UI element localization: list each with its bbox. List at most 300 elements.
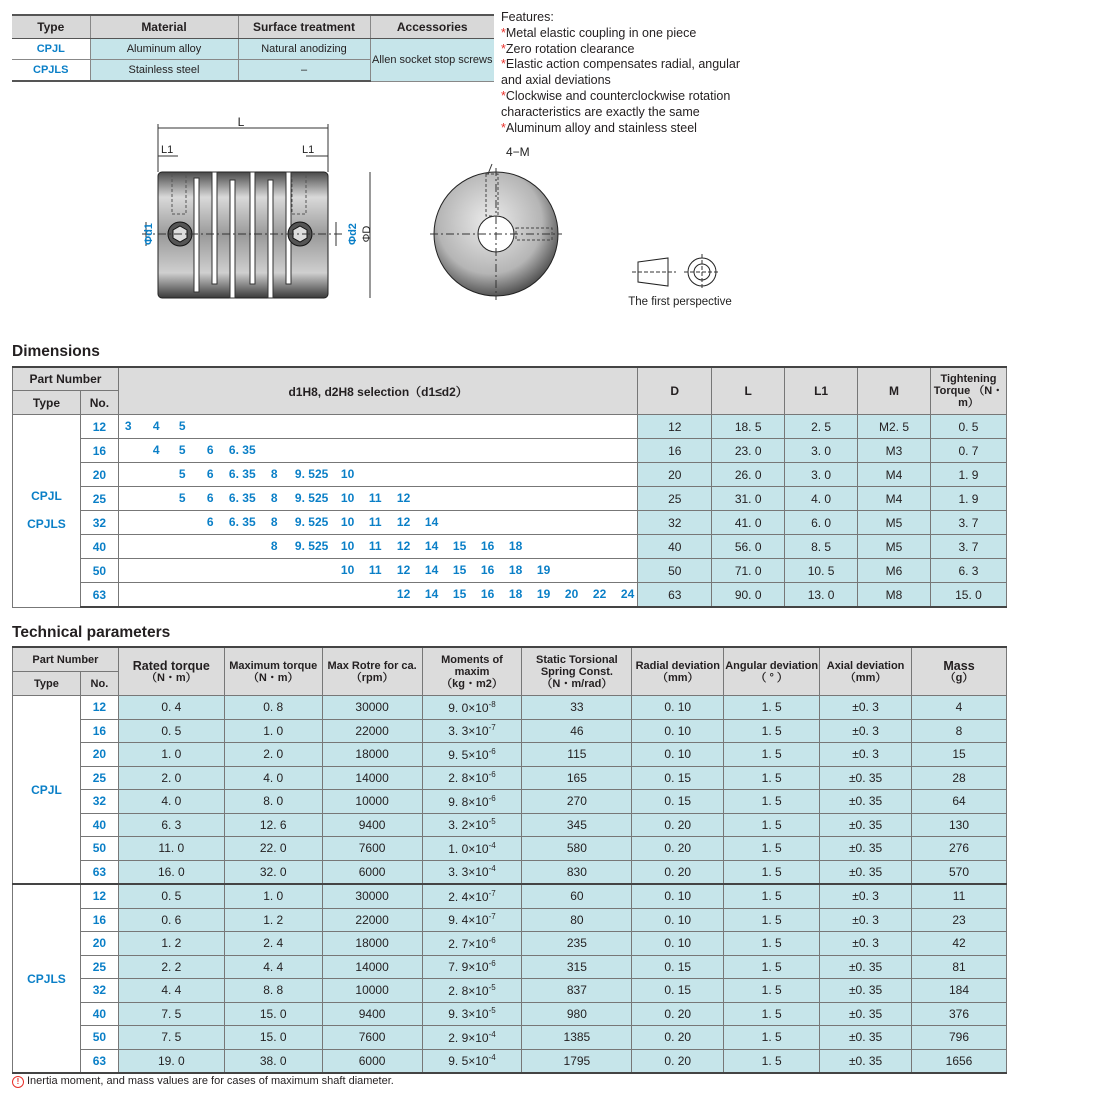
axial-deviation: ±0. 3 (820, 932, 912, 956)
selection-value: 19 (536, 563, 551, 577)
dims-l: 26. 0 (712, 463, 785, 487)
spring-constant: 1795 (522, 1049, 632, 1073)
tech-no: 12 (80, 884, 118, 908)
selection-value: 11 (368, 539, 382, 553)
radial-deviation: 0. 10 (632, 719, 724, 743)
angular-deviation: 1. 5 (724, 766, 820, 790)
moment-mantissa: 9. 5×10 (448, 1054, 489, 1069)
dimensions-table (12, 366, 1007, 608)
tech-no: 50 (80, 837, 118, 861)
mass: 184 (912, 979, 1007, 1003)
dims-row (13, 511, 1007, 535)
tech-no: 25 (80, 955, 118, 979)
axial-deviation: ±0. 35 (820, 1026, 912, 1050)
tech-header-name: Radial deviation (635, 659, 720, 672)
dims-d: 16 (638, 439, 712, 463)
max-rpm: 10000 (322, 979, 422, 1003)
dims-selection (118, 559, 637, 583)
tech-type: CPJL (13, 696, 81, 885)
angular-deviation: 1. 5 (724, 1002, 820, 1026)
selection-value: 6 (206, 491, 214, 505)
selection-value: 5 (178, 491, 186, 505)
axial-deviation: ±0. 3 (820, 743, 912, 767)
angular-deviation: 1. 5 (724, 790, 820, 814)
radial-deviation: 0. 10 (632, 696, 724, 720)
axial-deviation: ±0. 3 (820, 884, 912, 908)
tech-no: 20 (80, 932, 118, 956)
dims-d: 63 (638, 583, 712, 608)
type-cpjls: CPJLS (12, 60, 90, 82)
radial-deviation: 0. 15 (632, 766, 724, 790)
max-torque: 15. 0 (224, 1002, 322, 1026)
moment-exponent: -4 (488, 1029, 496, 1039)
material-cell: Aluminum alloy (90, 39, 238, 60)
selection-value: 8 (270, 515, 278, 529)
tech-no: 16 (80, 719, 118, 743)
tech-header-unit: （N・m） (145, 671, 197, 684)
dims-selection (118, 583, 637, 608)
rated-torque: 1. 2 (118, 932, 224, 956)
moment-exponent: -5 (488, 982, 496, 992)
dims-t: 0. 5 (930, 415, 1006, 439)
tech-part-number: Part Number (13, 647, 119, 672)
dims-selection (118, 487, 637, 511)
axial-deviation: ±0. 35 (820, 955, 912, 979)
mass: 64 (912, 790, 1007, 814)
tech-header-unit: （mm） (844, 671, 887, 684)
selection-value: 9. 525 (294, 491, 329, 505)
selection-value: 6. 35 (228, 491, 256, 505)
dims-M-header: M (858, 367, 931, 415)
dims-type-header: Type (13, 391, 81, 415)
radial-deviation: 0. 10 (632, 932, 724, 956)
dims-row (13, 535, 1007, 559)
radial-deviation: 0. 20 (632, 1002, 724, 1026)
dims-l1: 2. 5 (785, 415, 858, 439)
dims-l1: 10. 5 (785, 559, 858, 583)
mass: 81 (912, 955, 1007, 979)
dims-t: 0. 7 (930, 439, 1006, 463)
moment-mantissa: 7. 9×10 (448, 960, 489, 975)
material-header: Material (90, 15, 238, 39)
feature-item: *Clockwise and counterclockwise rotation characteristics are exactly the same (501, 88, 731, 119)
selection-value: 15 (452, 587, 467, 601)
mass: 28 (912, 766, 1007, 790)
tech-row (13, 696, 1007, 720)
selection-value: 18 (508, 539, 523, 553)
mass: 23 (912, 908, 1007, 932)
max-torque: 1. 0 (224, 884, 322, 908)
tech-row (13, 908, 1007, 932)
mass: 570 (912, 860, 1007, 884)
rated-torque: 7. 5 (118, 1026, 224, 1050)
dims-t: 1. 9 (930, 487, 1006, 511)
dim-L-label: L (237, 115, 245, 129)
tech-header (118, 647, 224, 696)
max-rpm: 22000 (322, 908, 422, 932)
dims-d: 25 (638, 487, 712, 511)
tech-row (13, 860, 1007, 884)
dims-d: 40 (638, 535, 712, 559)
radial-deviation: 0. 10 (632, 908, 724, 932)
angular-deviation: 1. 5 (724, 908, 820, 932)
radial-deviation: 0. 15 (632, 955, 724, 979)
tech-table (12, 646, 1007, 1074)
surface-cell: – (238, 60, 370, 82)
moment-of-inertia (422, 1049, 522, 1073)
moment-mantissa: 2. 4×10 (448, 889, 489, 904)
dimensions-title: Dimensions (12, 343, 100, 360)
max-rpm: 22000 (322, 719, 422, 743)
dims-selection (118, 535, 637, 559)
dims-l1: 4. 0 (785, 487, 858, 511)
selection-value: 6. 35 (228, 467, 256, 481)
moment-of-inertia (422, 790, 522, 814)
selection-value: 6. 35 (228, 515, 256, 529)
selection-value: 11 (368, 515, 382, 529)
dims-l: 56. 0 (712, 535, 785, 559)
feature-item: *Metal elastic coupling in one piece (501, 25, 697, 40)
tech-header-name: Moments of maxim (441, 653, 503, 678)
max-rpm: 7600 (322, 1026, 422, 1050)
tech-row (13, 766, 1007, 790)
selection-value: 12 (396, 587, 411, 601)
dims-selection (118, 415, 637, 439)
selection-value: 12 (396, 515, 411, 529)
selection-value: 12 (396, 539, 411, 553)
selection-value: 19 (536, 587, 551, 601)
tech-no: 50 (80, 1026, 118, 1050)
tech-header-unit: （mm） (656, 671, 699, 684)
angular-deviation: 1. 5 (724, 743, 820, 767)
selection-value: 24 (620, 587, 635, 601)
dims-d: 20 (638, 463, 712, 487)
rated-torque: 2. 2 (118, 955, 224, 979)
selection-value: 11 (368, 491, 382, 505)
dims-part-number: Part Number (13, 367, 119, 391)
tech-no: 20 (80, 743, 118, 767)
dims-row (13, 487, 1007, 511)
tech-header (422, 647, 522, 696)
rated-torque: 16. 0 (118, 860, 224, 884)
dims-m: M8 (858, 583, 931, 608)
tech-type: CPJLS (13, 884, 81, 1073)
rated-torque: 0. 4 (118, 696, 224, 720)
feature-item: *Zero rotation clearance (501, 41, 635, 56)
mass: 130 (912, 813, 1007, 837)
dims-selection-header: d1H8, d2H8 selection（d1≤d2） (118, 367, 637, 415)
selection-value: 16 (480, 563, 495, 577)
angular-deviation: 1. 5 (724, 884, 820, 908)
surface-header: Surface treatment (238, 15, 370, 39)
moment-exponent: -4 (488, 864, 496, 874)
axial-deviation: ±0. 35 (820, 813, 912, 837)
moment-mantissa: 9. 5×10 (448, 747, 489, 762)
tech-header (912, 647, 1007, 696)
tech-no: 40 (80, 1002, 118, 1026)
footnote: ! Inertia moment, and mass values are for cases of maximum shaft diameter. (12, 1075, 394, 1088)
moment-of-inertia (422, 1002, 522, 1026)
angular-deviation: 1. 5 (724, 932, 820, 956)
dims-l: 23. 0 (712, 439, 785, 463)
max-torque: 22. 0 (224, 837, 322, 861)
radial-deviation: 0. 10 (632, 884, 724, 908)
spring-constant: 980 (522, 1002, 632, 1026)
material-cell: Stainless steel (90, 60, 238, 82)
tech-row (13, 979, 1007, 1003)
radial-deviation: 0. 20 (632, 837, 724, 861)
dims-torque-header: Tightening Torque （N・m） (930, 367, 1006, 415)
selection-value: 11 (368, 563, 382, 577)
rated-torque: 0. 5 (118, 884, 224, 908)
tech-header-name: Static Torsional Spring Const. (536, 653, 618, 678)
tech-no: 12 (80, 696, 118, 720)
angular-deviation: 1. 5 (724, 696, 820, 720)
tech-no: 32 (80, 790, 118, 814)
tech-row (13, 813, 1007, 837)
dims-l: 90. 0 (712, 583, 785, 608)
mass: 376 (912, 1002, 1007, 1026)
rated-torque: 7. 5 (118, 1002, 224, 1026)
mass: 1656 (912, 1049, 1007, 1073)
spring-constant: 46 (522, 719, 632, 743)
tech-header-name: Max Rotre for ca. (327, 659, 417, 672)
selection-value: 8 (270, 491, 278, 505)
angular-deviation: 1. 5 (724, 837, 820, 861)
tech-no: 25 (80, 766, 118, 790)
max-rpm: 6000 (322, 860, 422, 884)
moment-of-inertia (422, 696, 522, 720)
max-rpm: 7600 (322, 837, 422, 861)
moment-exponent: -6 (488, 746, 496, 756)
tech-row (13, 1049, 1007, 1073)
side-view (142, 115, 373, 298)
angular-deviation: 1. 5 (724, 719, 820, 743)
dim-D-label: ΦD (361, 225, 373, 243)
dims-L-header: L (712, 367, 785, 415)
angular-deviation: 1. 5 (724, 1049, 820, 1073)
tech-header-unit: （ ° ） (755, 671, 788, 684)
tech-header (724, 647, 820, 696)
tech-row (13, 790, 1007, 814)
selection-value: 6 (206, 467, 214, 481)
moment-mantissa: 9. 4×10 (448, 913, 489, 928)
tech-row (13, 884, 1007, 908)
moment-exponent: -5 (488, 817, 496, 827)
dims-no: 20 (80, 463, 118, 487)
selection-value: 9. 525 (294, 539, 329, 553)
radial-deviation: 0. 20 (632, 860, 724, 884)
axial-deviation: ±0. 35 (820, 860, 912, 884)
dims-l1: 3. 0 (785, 439, 858, 463)
max-rpm: 10000 (322, 790, 422, 814)
moment-of-inertia (422, 860, 522, 884)
spring-constant: 80 (522, 908, 632, 932)
axial-deviation: ±0. 35 (820, 837, 912, 861)
dims-l1: 13. 0 (785, 583, 858, 608)
selection-value: 10 (340, 563, 355, 577)
max-rpm: 14000 (322, 955, 422, 979)
selection-value: 18 (508, 587, 523, 601)
moment-exponent: -4 (488, 840, 496, 850)
rated-torque: 4. 0 (118, 790, 224, 814)
dims-row (13, 439, 1007, 463)
max-torque: 8. 0 (224, 790, 322, 814)
rated-torque: 0. 5 (118, 719, 224, 743)
dims-no-header: No. (80, 391, 118, 415)
moment-exponent: -7 (488, 888, 496, 898)
tech-header (522, 647, 632, 696)
moment-mantissa: 3. 3×10 (448, 865, 489, 880)
radial-deviation: 0. 20 (632, 1026, 724, 1050)
dims-row (13, 415, 1007, 439)
selection-value: 5 (178, 443, 186, 457)
dims-m: M5 (858, 535, 931, 559)
first-perspective-symbol (628, 254, 732, 308)
axial-deviation: ±0. 3 (820, 908, 912, 932)
angular-deviation: 1. 5 (724, 813, 820, 837)
tech-row (13, 743, 1007, 767)
spring-constant: 580 (522, 837, 632, 861)
moment-exponent: -7 (488, 912, 496, 922)
moment-mantissa: 9. 8×10 (448, 794, 489, 809)
angular-deviation: 1. 5 (724, 979, 820, 1003)
tech-header-name: Axial deviation (826, 659, 905, 672)
selection-value: 14 (424, 563, 439, 577)
selection-value: 10 (340, 539, 355, 553)
tech-header-unit: （g） (944, 671, 974, 684)
tech-no: 32 (80, 979, 118, 1003)
mass: 11 (912, 884, 1007, 908)
moment-mantissa: 2. 8×10 (448, 983, 489, 998)
selection-value: 6. 35 (228, 443, 256, 457)
moment-of-inertia (422, 1026, 522, 1050)
moment-exponent: -6 (488, 959, 496, 969)
rated-torque: 11. 0 (118, 837, 224, 861)
moment-exponent: -7 (488, 723, 496, 733)
rated-torque: 19. 0 (118, 1049, 224, 1073)
selection-value: 10 (340, 515, 355, 529)
max-torque: 2. 0 (224, 743, 322, 767)
tech-header (820, 647, 912, 696)
spring-constant: 837 (522, 979, 632, 1003)
tech-header (224, 647, 322, 696)
tech-no: 16 (80, 908, 118, 932)
dims-d: 32 (638, 511, 712, 535)
moment-mantissa: 3. 3×10 (448, 724, 489, 739)
selection-value: 6 (206, 515, 214, 529)
radial-deviation: 0. 20 (632, 1049, 724, 1073)
moment-exponent: -6 (488, 935, 496, 945)
dims-no: 50 (80, 559, 118, 583)
spring-constant: 830 (522, 860, 632, 884)
dims-l: 71. 0 (712, 559, 785, 583)
tech-no: 63 (80, 1049, 118, 1073)
dims-d: 50 (638, 559, 712, 583)
moment-of-inertia (422, 766, 522, 790)
dims-no: 12 (80, 415, 118, 439)
max-rpm: 30000 (322, 884, 422, 908)
mass: 15 (912, 743, 1007, 767)
mass: 42 (912, 932, 1007, 956)
max-rpm: 18000 (322, 932, 422, 956)
end-view (430, 145, 562, 300)
selection-value: 12 (396, 563, 411, 577)
selection-value: 8 (270, 467, 278, 481)
dims-d: 12 (638, 415, 712, 439)
selection-value: 8 (270, 539, 278, 553)
rated-torque: 2. 0 (118, 766, 224, 790)
dims-m: M4 (858, 463, 931, 487)
tech-header-unit: （rpm） (350, 671, 394, 684)
tech-header-unit: （N・m/rad） (541, 677, 613, 690)
type-table (12, 14, 494, 82)
axial-deviation: ±0. 35 (820, 790, 912, 814)
selection-value: 3 (124, 419, 132, 433)
selection-value: 15 (452, 563, 467, 577)
dims-l1: 3. 0 (785, 463, 858, 487)
tech-row (13, 837, 1007, 861)
dims-type-cpjl: CPJL (13, 415, 81, 511)
dims-no: 16 (80, 439, 118, 463)
dims-t: 3. 7 (930, 511, 1006, 535)
selection-value: 6 (206, 443, 214, 457)
moment-of-inertia (422, 837, 522, 861)
max-torque: 1. 2 (224, 908, 322, 932)
dims-m: M5 (858, 511, 931, 535)
rated-torque: 6. 3 (118, 813, 224, 837)
dims-no: 25 (80, 487, 118, 511)
max-rpm: 6000 (322, 1049, 422, 1073)
accessories-header: Accessories (370, 15, 494, 39)
tech-header-name: Mass (943, 658, 975, 673)
dims-selection (118, 511, 637, 535)
dims-no: 32 (80, 511, 118, 535)
moment-exponent: -6 (488, 770, 496, 780)
dims-no: 63 (80, 583, 118, 608)
axial-deviation: ±0. 35 (820, 1002, 912, 1026)
dims-type-cpjls: CPJLS (13, 511, 81, 608)
angular-deviation: 1. 5 (724, 955, 820, 979)
coupling-drawing (120, 110, 760, 320)
dims-L1-header: L1 (785, 367, 858, 415)
moment-of-inertia (422, 884, 522, 908)
selection-value: 16 (480, 539, 495, 553)
dims-l: 41. 0 (712, 511, 785, 535)
max-torque: 38. 0 (224, 1049, 322, 1073)
moment-of-inertia (422, 955, 522, 979)
moment-of-inertia (422, 908, 522, 932)
selection-value: 22 (592, 587, 607, 601)
dims-m: M2. 5 (858, 415, 931, 439)
selection-value: 18 (508, 563, 523, 577)
tech-no: 63 (80, 860, 118, 884)
dim-d1-label: Φd1 (143, 223, 155, 245)
tech-header-unit: （N・m） (247, 671, 299, 684)
moment-mantissa: 2. 9×10 (448, 1030, 489, 1045)
selection-value: 9. 525 (294, 515, 329, 529)
dims-t: 3. 7 (930, 535, 1006, 559)
max-torque: 8. 8 (224, 979, 322, 1003)
max-rpm: 14000 (322, 766, 422, 790)
dims-t: 6. 3 (930, 559, 1006, 583)
moment-mantissa: 1. 0×10 (448, 841, 489, 856)
selection-value: 4 (152, 443, 160, 457)
dims-l: 18. 5 (712, 415, 785, 439)
tech-header (322, 647, 422, 696)
tech-header (632, 647, 724, 696)
tech-type-header: Type (13, 672, 81, 696)
